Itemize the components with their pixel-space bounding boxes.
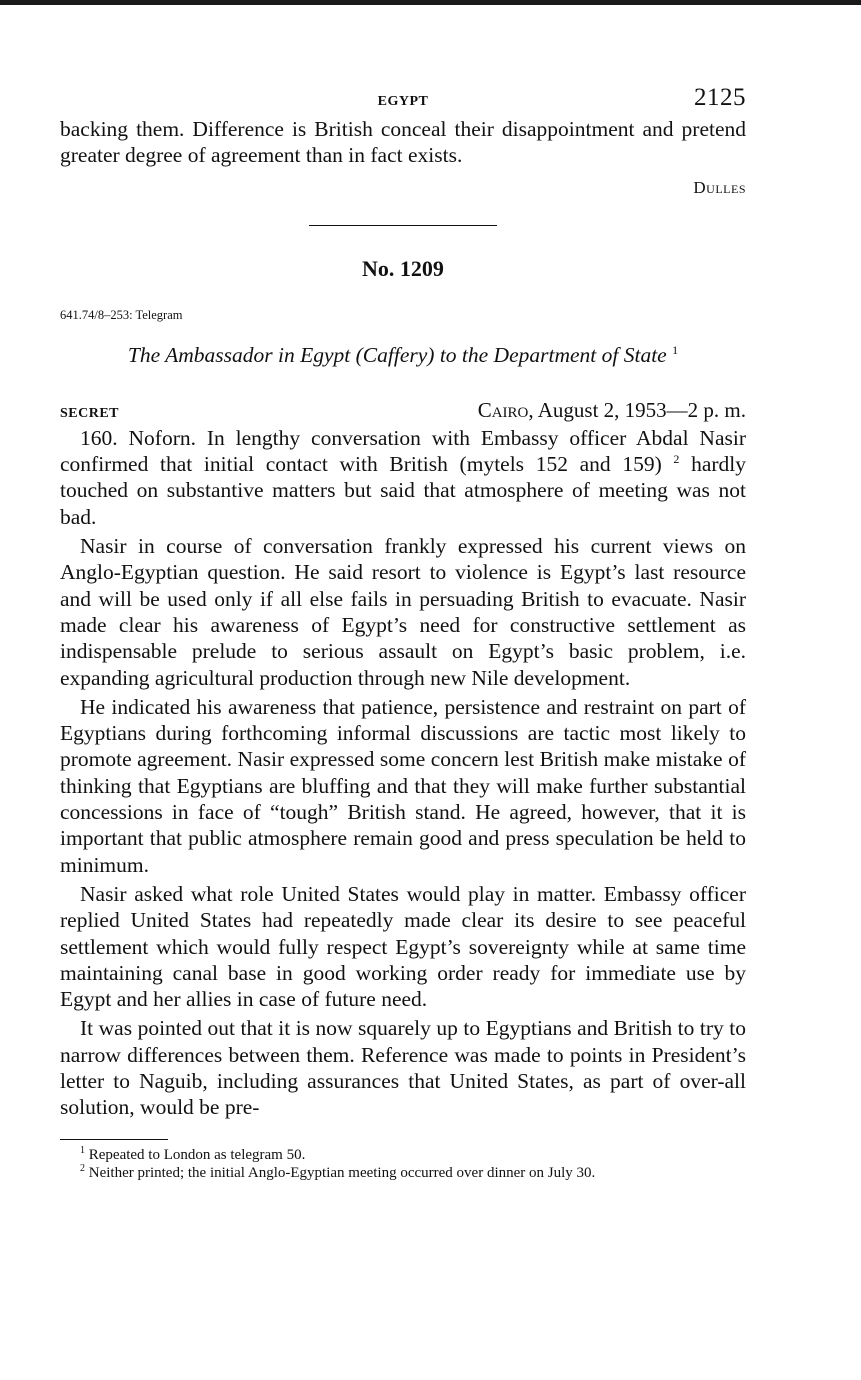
signature: Dulles [693,177,746,197]
running-header [60,84,746,116]
footnote-ref: 2 [673,452,680,467]
dateline-place: Cairo, [477,397,534,422]
paragraph-text: hardly touched on substantive matters but said that atmosphere of meeting was not bad. [60,452,747,529]
dateline [478,398,746,423]
document-title-text: The Ambassador in Egypt (Caffery) to the Department of State [127,342,667,367]
body-paragraph: He indicated his awareness that patience, persistence and restraint on part of Egyptians during forthcoming informal discussions are tactic most likely to promote agreement. Nasir expressed some concern lest British make mistake of thinking that Egyptians are bluffing and that they will make further substantial concessions in face of “tough” British stand. He agreed, however, that it is important that public atmosphere remain good and press speculation be held to minimum. [60,694,746,877]
telegram-body [60,425,746,1121]
footnotes [60,1146,746,1182]
document-page [60,84,746,1182]
dateline-date: August 2, 1953—2 p. m. [533,397,746,422]
paragraph-text: 160. Noforn. In lengthy conversation with Embassy officer Abdal Nasir confirmed that initial contact with British (mytels 152 and 159) [60,425,746,477]
continuation-block [60,116,746,201]
footnote-text: Repeated to London as telegram 50. [85,1146,306,1163]
section-divider [309,225,497,226]
document-title [60,343,746,368]
continuation-paragraph: backing them. Difference is British conceal their disappointment and pretend greater degree of agreement than in fact exists. [60,117,746,168]
footnote-item [60,1164,746,1182]
classification-label: SECRET [60,405,120,421]
page-number: 2125 [694,84,746,111]
body-paragraph: It was pointed out that it is now squarely up to Egyptians and British to try to narrow differences between them. Reference was made to points in President’s letter to Naguib, including assurances that United States, as part of over-all solution, would be pre- [60,1016,746,1120]
footnote-item [60,1146,746,1164]
file-reference: 641.74/8–253: Telegram [60,307,183,322]
title-footnote-ref: 1 [672,342,679,357]
body-paragraph: Nasir asked what role United States would play in matter. Embassy officer replied United States had repeatedly made clear its desire to see peaceful settlement which would fully respect Egypt’s sovereignty while at same time maintaining canal base in good working order ready for immediate use by Egypt and her allies in case of future need. [60,881,746,1012]
page-top-edge [0,0,861,5]
footnote-mark: 2 [80,1162,85,1174]
body-paragraph: Nasir in course of conversation frankly expressed his current views on Anglo-Egyptian question. He said resort to violence is Egypt’s last resource and will be used only if all else fails in persuading British to evacuate. Nasir made clear his awareness of Egypt’s need for constructive settlement as indispensable prelude to serious assault on Egypt’s basic problem, i.e. expanding agricultural production through new Nile development. [60,534,746,690]
body-paragraph [60,425,746,530]
running-title: EGYPT [377,94,429,109]
footnote-divider [60,1139,168,1140]
footnote-text: Neither printed; the initial Anglo-Egyptian meeting occurred over dinner on July 30. [85,1164,596,1181]
footnote-mark: 1 [80,1144,85,1156]
dateline-row [60,398,746,423]
document-number: No. 1209 [362,255,444,281]
